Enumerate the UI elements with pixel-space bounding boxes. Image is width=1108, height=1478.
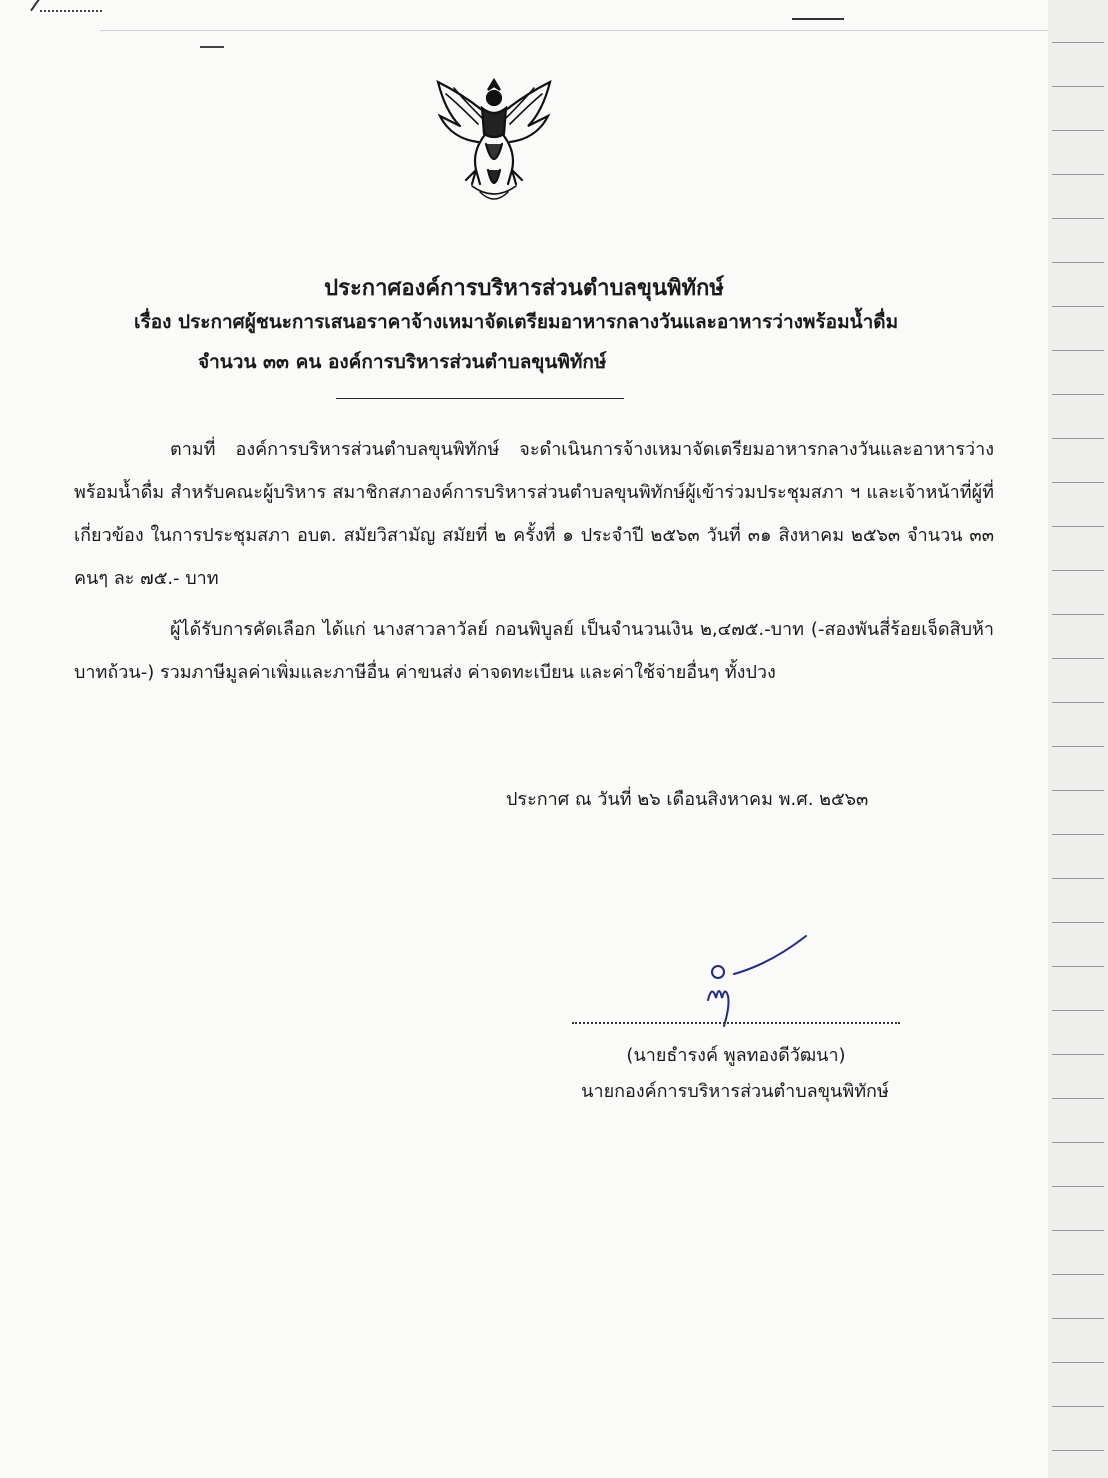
signature-dotted-line (572, 1022, 900, 1024)
edge-ruled-line (1052, 306, 1104, 307)
edge-ruled-line (1052, 86, 1104, 87)
garuda-emblem-icon (432, 74, 556, 210)
document-title: ประกาศองค์การบริหารส่วนตำบลขุนพิทักษ์ (324, 276, 724, 301)
edge-ruled-line (1052, 1186, 1104, 1187)
announcement-date: ประกาศ ณ วันที่ ๒๖ เดือนสิงหาคม พ.ศ. ๒๕๖๓ (506, 789, 869, 810)
edge-ruled-line (1052, 1406, 1104, 1407)
handwritten-signature (690, 930, 820, 1030)
edge-ruled-line (1052, 1142, 1104, 1143)
edge-ruled-line (1052, 614, 1104, 615)
edge-ruled-line (1052, 878, 1104, 879)
edge-ruled-line (1052, 42, 1104, 43)
edge-ruled-line (1052, 438, 1104, 439)
edge-ruled-line (1052, 746, 1104, 747)
body-paragraph-2-text: ผู้ได้รับการคัดเลือก ได้แก่ นางสาวลาวัลย์ กอนพิบูลย์ เป็นจำนวนเงิน ๒,๔๗๕.-บาท (-สองพันสี่ร้อยเจ็ดสิบห้าบาทถ้วน-) รวมภาษีมูลค่าเพิ่มและภาษีอื่น ค่าขนส่ง ค่าจดทะเบียน และค่าใช้จ่ายอื่นๆ ทั้งปวง (74, 619, 994, 683)
edge-ruled-line (1052, 702, 1104, 703)
edge-ruled-line (1052, 1450, 1104, 1451)
edge-ruled-line (1052, 1098, 1104, 1099)
underlying-lined-page-edge (1048, 0, 1108, 1478)
edge-ruled-line (1052, 1054, 1104, 1055)
edge-ruled-line (1052, 658, 1104, 659)
body-paragraph-1-text: ตามที่ องค์การบริหารส่วนตำบลขุนพิทักษ์ จะดำเนินการจ้างเหมาจัดเตรียมอาหารกลางวันและอาหารว่างพร้อมน้ำดื่ม สำหรับคณะผู้บริหาร สมาชิกสภาองค์การบริหารส่วนตำบลขุนพิทักษ์ผู้เข้าร่วมประชุมสภา ฯ และเจ้าหน้าที่ผู้ที่เกี่ยวข้อง ในการประชุมสภา อบต. สมัยวิสามัญ สมัยที่ ๒ ครั้งที่ ๑ ประจำปี ๒๕๖๓ วันที่ ๓๑ สิงหาคม ๒๕๖๓ จำนวน ๓๓ คนๆ ละ ๗๕.- บาท (74, 439, 994, 589)
edge-ruled-line (1052, 834, 1104, 835)
edge-ruled-line (1052, 174, 1104, 175)
edge-ruled-line (1052, 482, 1104, 483)
edge-ruled-line (1052, 1010, 1104, 1011)
edge-ruled-line (1052, 966, 1104, 967)
edge-ruled-line (1052, 526, 1104, 527)
edge-ruled-line (1052, 1318, 1104, 1319)
edge-ruled-line (1052, 1230, 1104, 1231)
edge-ruled-line (1052, 218, 1104, 219)
edge-ruled-line (1052, 130, 1104, 131)
body-paragraph-1 (74, 428, 994, 600)
subject-line-2: จำนวน ๓๓ คน องค์การบริหารส่วนตำบลขุนพิทักษ์ (198, 351, 607, 373)
edge-ruled-line (1052, 1362, 1104, 1363)
top-scribble-marks (0, 6, 1048, 46)
edge-ruled-line (1052, 922, 1104, 923)
subject-line-1: เรื่อง ประกาศผู้ชนะการเสนอราคาจ้างเหมาจัดเตรียมอาหารกลางวันและอาหารว่างพร้อมน้ำดื่ม (134, 311, 899, 333)
edge-ruled-line (1052, 570, 1104, 571)
edge-ruled-line (1052, 790, 1104, 791)
subject-underline (336, 398, 624, 399)
edge-ruled-line (1052, 350, 1104, 351)
body-paragraph-2 (74, 608, 994, 694)
edge-ruled-line (1052, 394, 1104, 395)
signer-title: นายกองค์การบริหารส่วนตำบลขุนพิทักษ์ (581, 1081, 889, 1102)
edge-ruled-line (1052, 262, 1104, 263)
document-subject (134, 302, 1014, 382)
signer-name: (นายธำรงค์ พูลทองดีวัฒนา) (626, 1045, 846, 1066)
edge-ruled-line (1052, 1274, 1104, 1275)
